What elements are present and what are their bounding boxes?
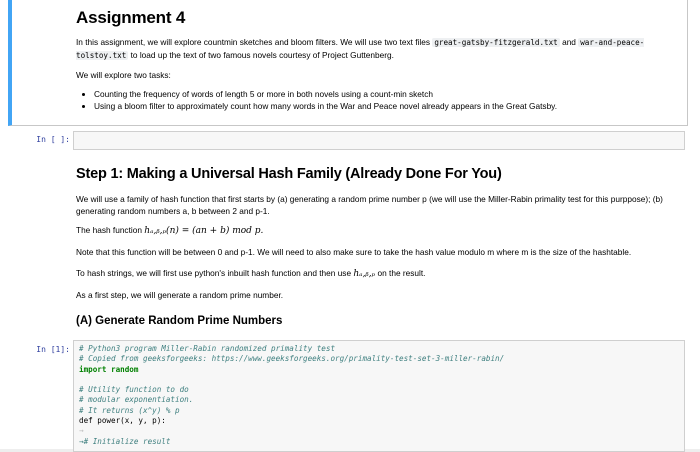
step1-paragraph-1: We will use a family of hash function that first starts by (a) generating a random prime number p (we will use the Miller-Rabin primality test for this purppose); (b) generating random numbers a, b between 2 and p-1. — [76, 194, 663, 216]
code-line: →# Initialize result — [79, 436, 171, 446]
step1-paragraph-2 — [76, 224, 686, 237]
code-line: # Utility function to do — [79, 385, 189, 395]
tasks-list — [76, 88, 686, 112]
intro-and: and — [562, 37, 576, 47]
code-line: # modular exponentiation. — [79, 395, 194, 405]
file-name-war-and-peace: war-and-peace-tolstoy.txt — [76, 38, 645, 60]
code-line: # Copied from geeksforgeeks: https://www.geeksforgeeks.org/primality-test-set-3-miller-rabin/ — [79, 354, 505, 364]
assignment-heading: Assignment 4 — [76, 8, 186, 27]
hash-strings-text: To hash strings, we will first use python's inbuilt hash function and then use — [76, 268, 352, 278]
hash-function-text: The hash function — [76, 225, 142, 235]
input-prompt: In [ ]: — [36, 135, 70, 144]
empty-code-input[interactable] — [73, 131, 685, 150]
step1-paragraph-5: As a first step, we will generate a random prime number. — [76, 290, 284, 300]
intro-text-1: In this assignment, we will explore countmin sketches and bloom filters. We will use two text files — [76, 37, 430, 47]
input-prompt: In [1]: — [36, 345, 70, 354]
hash-formula: hₐ,ᵦ,ₚ(n) = (an + b) mod p. — [144, 226, 264, 236]
code-line: import random — [79, 364, 139, 374]
code-line: → — [79, 426, 84, 436]
tasks-intro: We will explore two tasks: — [76, 70, 171, 80]
file-name-gatsby: great-gatsby-fitzgerald.txt — [434, 38, 558, 47]
task-item: • Using a bloom filter to approximately count how many words in the War and Peace novel already appears in the Great Gatsby. — [94, 100, 686, 112]
hash-symbol: hₐ,ᵦ,ₚ — [353, 269, 376, 279]
step1-paragraph-4 — [76, 267, 686, 280]
task-item: • Counting the frequency of words of length 5 or more in both novels using a count-min sketch — [94, 88, 686, 100]
code-block — [74, 341, 684, 450]
intro-paragraph — [76, 36, 686, 62]
hash-strings-suffix: on the result. — [377, 268, 426, 278]
step1-heading: Step 1: Making a Universal Hash Family (Already Done For You) — [76, 166, 502, 182]
step1-paragraph-3: Note that this function will be between 0 and p-1. We will need to also make sure to take the hash value modulo m where m is the size of the hashtable. — [76, 247, 632, 257]
code-line: # Python3 program Miller-Rabin randomized primality test — [79, 344, 336, 353]
code-line-def: def power(x, y, p): — [79, 416, 166, 426]
intro-text-2: to load up the text of two famous novels courtesy of Project Guttenberg. — [130, 50, 394, 60]
subheading-prime-numbers: (A) Generate Random Prime Numbers — [76, 315, 283, 327]
code-line: # It returns (x^y) % p — [79, 405, 180, 415]
code-cell-input[interactable] — [73, 340, 685, 452]
